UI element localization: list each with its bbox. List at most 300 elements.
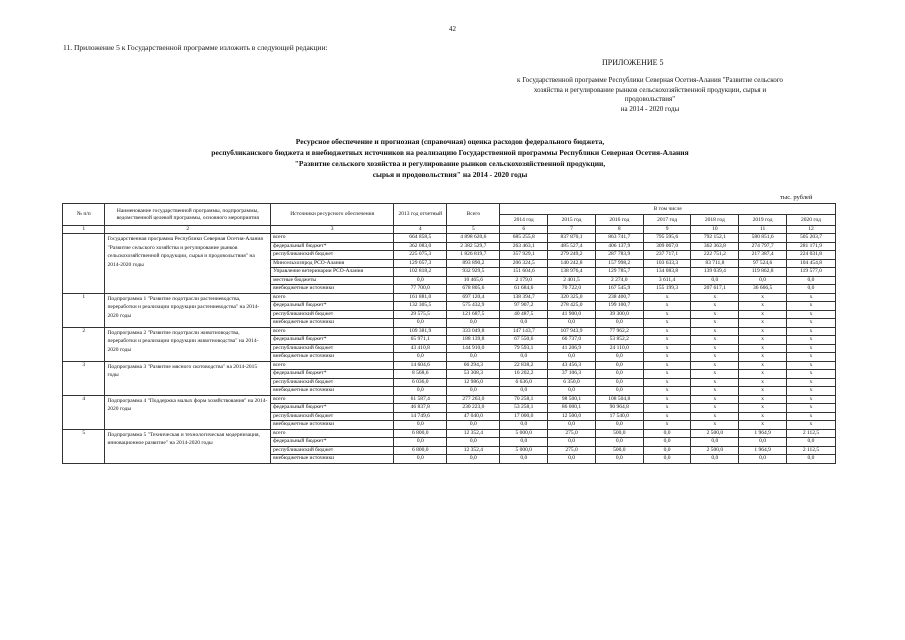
row-number: 5 [63, 429, 105, 463]
column-number: 7 [548, 226, 596, 234]
column-number: 11 [739, 226, 787, 234]
funding-source: внебюджетные источники [271, 319, 394, 328]
value-cell: 0,0 [739, 276, 787, 285]
value-cell: 0,0 [786, 438, 835, 447]
funding-source: федеральный бюджет* [271, 336, 394, 345]
value-cell: x [643, 404, 691, 413]
value-cell: 0,0 [447, 353, 500, 362]
value-cell: x [691, 336, 739, 345]
value-cell: 5 000,0 [500, 446, 548, 455]
value-cell: 43 456,3 [548, 361, 596, 370]
column-number: 10 [691, 226, 739, 234]
title-line: республиканского бюджета и внебюджетных источников на реализацию Государственной программы Республики Северная Осетия-Алания [211, 148, 689, 157]
value-cell: x [786, 395, 835, 404]
funding-source: внебюджетные источники [271, 353, 394, 362]
value-cell: x [739, 319, 787, 328]
value-cell: 0,0 [500, 387, 548, 396]
value-cell: 206 324,5 [500, 259, 548, 268]
value-cell: x [643, 412, 691, 421]
value-cell: 0,0 [595, 319, 643, 328]
value-cell: x [739, 353, 787, 362]
header-2013: 2013 год отчетный [394, 204, 447, 226]
value-cell: x [643, 327, 691, 336]
value-cell: 697 120,4 [447, 293, 500, 302]
value-cell: 0,0 [500, 319, 548, 328]
value-cell: 281 171,9 [786, 242, 835, 251]
value-cell: x [691, 370, 739, 379]
funding-source: внебюджетные источники [271, 421, 394, 430]
value-cell: x [786, 353, 835, 362]
funding-source: республиканский бюджет [271, 251, 394, 260]
value-cell: x [786, 370, 835, 379]
funding-source: внебюджетные источники [271, 387, 394, 396]
page-number: 42 [449, 25, 456, 33]
value-cell: 41 206,9 [548, 344, 596, 353]
value-cell: x [786, 378, 835, 387]
column-number: 8 [595, 226, 643, 234]
value-cell: 53 308,3 [447, 370, 500, 379]
value-cell: 104 454,8 [786, 259, 835, 268]
value-cell: 279 249,2 [548, 251, 596, 260]
value-cell: 678 805,6 [447, 285, 500, 294]
appendix-subtitle-line: к Государственной программе Республики Северная Осетия-Алания "Развитие сельского [517, 76, 783, 84]
value-cell: x [643, 395, 691, 404]
header-name: Наименование государственной программы, подпрограммы, ведомственной целевой программы, основного мероприятия [105, 204, 271, 226]
value-cell: 0,0 [691, 455, 739, 464]
value-cell: 188 139,8 [447, 336, 500, 345]
value-cell: 108 504,8 [595, 395, 643, 404]
value-cell: 837 870,1 [548, 234, 596, 243]
funding-source: республиканский бюджет [271, 378, 394, 387]
value-cell: 77 700,0 [394, 285, 447, 294]
title-line: "Развитие сельского хозяйства и регулирование рынков сельскохозяйственной продукции, [294, 159, 606, 168]
value-cell: 932 929,5 [447, 268, 500, 277]
value-cell: x [786, 319, 835, 328]
value-cell: 309 067,0 [643, 242, 691, 251]
value-cell: x [643, 310, 691, 319]
value-cell: x [691, 293, 739, 302]
funding-source: федеральный бюджет* [271, 404, 394, 413]
appendix-subtitle-line: хозяйства и регулирование рынков сельскохозяйственной продукции, сырья и [533, 85, 767, 94]
value-cell: 0,0 [595, 361, 643, 370]
funding-source: республиканский бюджет [271, 344, 394, 353]
value-cell: 238 400,7 [595, 293, 643, 302]
value-cell: 70 722,0 [548, 285, 596, 294]
funding-source: местные бюджеты [271, 276, 394, 285]
value-cell: x [739, 395, 787, 404]
value-cell: 685 255,8 [500, 234, 548, 243]
value-cell: x [786, 404, 835, 413]
value-cell: x [691, 327, 739, 336]
value-cell: 500,0 [595, 446, 643, 455]
value-cell: 3 611,4 [643, 276, 691, 285]
value-cell: 40 487,5 [500, 310, 548, 319]
header-year: 2014 год [500, 215, 548, 226]
program-name: Подпрограмма 1 "Развитие подотрасли растениеводства, переработки и реализации продукции растениеводства" на 2014-2020 годы [105, 293, 271, 327]
value-cell: 2 179,0 [500, 276, 548, 285]
value-cell: 0,0 [500, 421, 548, 430]
table-row [63, 234, 836, 243]
value-cell: x [691, 412, 739, 421]
value-cell: x [691, 353, 739, 362]
value-cell: 357 929,1 [500, 251, 548, 260]
funding-source: всего [271, 395, 394, 404]
value-cell: 6 800,0 [394, 429, 447, 438]
value-cell: 53 852,2 [595, 336, 643, 345]
header-year: 2019 год [739, 215, 787, 226]
value-cell: 0,0 [548, 319, 596, 328]
value-cell: 0,0 [394, 319, 447, 328]
value-cell: x [691, 404, 739, 413]
value-cell: 500,0 [595, 429, 643, 438]
value-cell: 2 112,5 [786, 446, 835, 455]
value-cell: 0,0 [447, 455, 500, 464]
appendix-subtitle [430, 76, 870, 114]
value-cell: 0,0 [595, 455, 643, 464]
value-cell: x [739, 404, 787, 413]
value-cell: 2 401,5 [548, 276, 596, 285]
value-cell: 0,0 [595, 438, 643, 447]
funding-source: республиканский бюджет [271, 446, 394, 455]
header-total: Всего [447, 204, 500, 226]
value-cell: x [739, 302, 787, 311]
column-number: 9 [643, 226, 691, 234]
value-cell: 157 998,2 [595, 259, 643, 268]
value-cell: 207 617,1 [691, 285, 739, 294]
value-cell: x [691, 344, 739, 353]
funding-source: Управление ветеринарии РСО-Алания [271, 268, 394, 277]
table-row [63, 327, 836, 336]
value-cell: 155 199,3 [643, 285, 691, 294]
column-numbers-row [63, 226, 836, 234]
value-cell: 83 711,8 [691, 259, 739, 268]
value-cell: x [691, 387, 739, 396]
value-cell: 0,0 [394, 276, 447, 285]
value-cell: 263 463,1 [500, 242, 548, 251]
program-name: Подпрограмма 5 "Техническая и технологическая модернизация, инновационное развитие" на 2014-2020 годы [105, 429, 271, 463]
value-cell: x [786, 336, 835, 345]
header-year: 2018 год [691, 215, 739, 226]
column-number: 2 [105, 226, 271, 234]
resource-table [62, 203, 836, 464]
value-cell: 77 962,2 [595, 327, 643, 336]
intro-text: 11. Приложение 5 к Государственной программе изложить в следующей редакции: [63, 43, 328, 52]
value-cell: 43 410,8 [394, 344, 447, 353]
value-cell: 0,0 [447, 438, 500, 447]
value-cell: 22 838,2 [500, 361, 548, 370]
value-cell: 1 964,9 [739, 429, 787, 438]
column-number: 6 [500, 226, 548, 234]
funding-source: федеральный бюджет* [271, 242, 394, 251]
value-cell: 147 143,7 [500, 327, 548, 336]
program-name: Государственная программа Республики Северная Осетия-Алания "Развитие сельского хозяйства и регулирование рынков сельскохозяйственной продукции, сырья и продовольствия" на 2014-2020 годы [105, 234, 271, 294]
value-cell: x [691, 310, 739, 319]
header-year: 2016 год [595, 215, 643, 226]
value-cell: x [643, 336, 691, 345]
value-cell: 53 258,1 [500, 404, 548, 413]
value-cell: 6 800,0 [394, 446, 447, 455]
appendix-heading: ПРИЛОЖЕНИЕ 5 [602, 58, 664, 67]
value-cell: 0,0 [595, 378, 643, 387]
value-cell: x [643, 344, 691, 353]
value-cell: 287 783,9 [595, 251, 643, 260]
value-cell: 12 352,4 [447, 429, 500, 438]
value-cell: 580 851,6 [739, 234, 787, 243]
value-cell: 0,0 [394, 421, 447, 430]
header-num: № п/п [63, 204, 105, 226]
value-cell: 12 500,0 [548, 412, 596, 421]
value-cell: 275,0 [548, 429, 596, 438]
value-cell: x [739, 336, 787, 345]
funding-source: всего [271, 429, 394, 438]
value-cell: 237 717,1 [643, 251, 691, 260]
value-cell: 61 587,4 [394, 395, 447, 404]
value-cell: x [643, 361, 691, 370]
value-cell: 0,0 [643, 429, 691, 438]
value-cell: 0,0 [739, 455, 787, 464]
funding-source: внебюджетные источники [271, 285, 394, 294]
value-cell: 119 862,8 [739, 268, 787, 277]
value-cell: x [739, 361, 787, 370]
funding-source: всего [271, 293, 394, 302]
value-cell: 6 036,0 [394, 378, 447, 387]
column-number: 3 [271, 226, 394, 234]
value-cell: x [643, 387, 691, 396]
column-number: 5 [447, 226, 500, 234]
value-cell: 230 223,0 [447, 404, 500, 413]
value-cell: 10 465,6 [447, 276, 500, 285]
units-label: тыс. рублей [780, 194, 813, 201]
value-cell: x [691, 395, 739, 404]
value-cell: 14 749,6 [394, 412, 447, 421]
value-cell: x [739, 421, 787, 430]
value-cell: 12 986,0 [447, 378, 500, 387]
value-cell: 36 666,5 [739, 285, 787, 294]
value-cell: x [786, 293, 835, 302]
value-cell: 103 633,3 [643, 259, 691, 268]
value-cell: x [786, 344, 835, 353]
funding-source: республиканский бюджет [271, 412, 394, 421]
value-cell: 17 000,0 [500, 412, 548, 421]
value-cell: 121 687,5 [447, 310, 500, 319]
value-cell: 97 524,6 [739, 259, 787, 268]
value-cell: x [739, 327, 787, 336]
value-cell: x [643, 293, 691, 302]
title-line: Ресурсное обеспечение и прогнозная (справочная) оценка расходов федерального бюджета, [295, 137, 605, 146]
value-cell: 129 785,7 [595, 268, 643, 277]
program-name: Подпрограмма 2 "Развитие подотрасли животноводства, переработки и реализации продукции животноводства" на 2014-2020 годы [105, 327, 271, 361]
funding-source: Минсельхозпрод РСО-Алания [271, 259, 394, 268]
value-cell: 107 943,9 [548, 327, 596, 336]
program-name: Подпрограмма 3 "Развитие мясного скотоводства" на 2014-2015 годы [105, 361, 271, 395]
value-cell: 86 000,1 [548, 404, 596, 413]
value-cell: 0,0 [595, 387, 643, 396]
value-cell: x [691, 302, 739, 311]
header-year: 2020 год [786, 215, 835, 226]
value-cell: x [786, 361, 835, 370]
value-cell: 277 263,0 [447, 395, 500, 404]
value-cell: x [691, 361, 739, 370]
value-cell: 2 274,0 [595, 276, 643, 285]
value-cell: 161 881,0 [394, 293, 447, 302]
value-cell: 61 684,6 [500, 285, 548, 294]
value-cell: 97 907,2 [500, 302, 548, 311]
value-cell: x [739, 370, 787, 379]
column-number: 1 [63, 226, 105, 234]
value-cell: 6 350,0 [548, 378, 596, 387]
value-cell: 167 545,9 [595, 285, 643, 294]
value-cell: 0,0 [595, 370, 643, 379]
value-cell: 0,0 [394, 387, 447, 396]
value-cell: 893 890,2 [447, 259, 500, 268]
value-cell: 320 325,0 [548, 293, 596, 302]
value-cell: 67 550,6 [500, 336, 548, 345]
value-cell: x [739, 293, 787, 302]
column-number: 12 [786, 226, 835, 234]
value-cell: 139 039,4 [691, 268, 739, 277]
value-cell: 0,0 [691, 276, 739, 285]
value-cell: 119 577,0 [786, 268, 835, 277]
program-name: Подпрограмма 4 "Поддержка малых форм хозяйствования" на 2014-2020 годы [105, 395, 271, 429]
value-cell: 0,0 [786, 276, 835, 285]
value-cell: 90 964,8 [595, 404, 643, 413]
value-cell: 41 900,0 [548, 310, 596, 319]
value-cell: 0,0 [595, 353, 643, 362]
value-cell: 0,0 [643, 438, 691, 447]
table-row [63, 429, 836, 438]
value-cell: 0,0 [595, 421, 643, 430]
value-cell: 0,0 [548, 455, 596, 464]
value-cell: 29 575,5 [394, 310, 447, 319]
value-cell: 1 826 819,7 [447, 251, 500, 260]
value-cell: 37 106,3 [548, 370, 596, 379]
value-cell: 362 083,0 [394, 242, 447, 251]
value-cell: 0,0 [447, 387, 500, 396]
value-cell: x [739, 344, 787, 353]
value-cell: x [643, 319, 691, 328]
value-cell: 0,0 [394, 438, 447, 447]
header-source: Источники ресурсного обеспечения [271, 204, 394, 226]
value-cell: 0,0 [394, 455, 447, 464]
value-cell: x [786, 310, 835, 319]
row-number: 1 [63, 293, 105, 327]
value-cell: 0,0 [447, 421, 500, 430]
value-cell: 485 527,4 [548, 242, 596, 251]
value-cell: 140 242,8 [548, 259, 596, 268]
value-cell: 2 112,5 [786, 429, 835, 438]
value-cell: 217 387,4 [739, 251, 787, 260]
value-cell: 2 382 529,7 [447, 242, 500, 251]
value-cell: 134 083,8 [643, 268, 691, 277]
value-cell: 109 381,9 [394, 327, 447, 336]
value-cell: 274 797,7 [739, 242, 787, 251]
value-cell: x [643, 370, 691, 379]
funding-source: федеральный бюджет* [271, 370, 394, 379]
value-cell: 0,0 [691, 438, 739, 447]
column-number: 4 [394, 226, 447, 234]
row-number: 2 [63, 327, 105, 361]
table-body [63, 234, 836, 464]
value-cell: x [786, 412, 835, 421]
value-cell: 224 031,8 [786, 251, 835, 260]
value-cell: 0,0 [786, 285, 835, 294]
value-cell: 795 595,6 [643, 234, 691, 243]
value-cell: x [739, 412, 787, 421]
value-cell: 275,0 [548, 446, 596, 455]
value-cell: 863 741,7 [595, 234, 643, 243]
value-cell: 0,0 [739, 438, 787, 447]
value-cell: 792 152,1 [691, 234, 739, 243]
value-cell: 8 568,6 [394, 370, 447, 379]
value-cell: 70 258,1 [500, 395, 548, 404]
row-number [63, 234, 105, 294]
value-cell: 132 305,5 [394, 302, 447, 311]
value-cell: 138 394,7 [500, 293, 548, 302]
value-cell: 0,0 [500, 438, 548, 447]
value-cell: 362 363,8 [691, 242, 739, 251]
value-cell: 1 964,9 [739, 446, 787, 455]
value-cell: 0,0 [548, 353, 596, 362]
value-cell: 66 294,3 [447, 361, 500, 370]
value-cell: 406 137,9 [595, 242, 643, 251]
value-cell: 225 075,3 [394, 251, 447, 260]
value-cell: x [786, 302, 835, 311]
table-row [63, 361, 836, 370]
title-line: сырья и продовольствия" на 2014 - 2020 годы [372, 170, 528, 179]
value-cell: 144 910,0 [447, 344, 500, 353]
value-cell: x [643, 353, 691, 362]
value-cell: x [739, 378, 787, 387]
value-cell: 46 837,8 [394, 404, 447, 413]
value-cell: x [691, 319, 739, 328]
funding-source: всего [271, 234, 394, 243]
value-cell: 333 049,8 [447, 327, 500, 336]
value-cell: 6 636,0 [500, 378, 548, 387]
value-cell: x [643, 421, 691, 430]
value-cell: 0,0 [643, 446, 691, 455]
header-year: 2015 год [548, 215, 596, 226]
row-number: 3 [63, 361, 105, 395]
value-cell: 575 432,9 [447, 302, 500, 311]
value-cell: 65 971,1 [394, 336, 447, 345]
value-cell: 24 110,0 [595, 344, 643, 353]
header-year: 2017 год [643, 215, 691, 226]
funding-source: всего [271, 361, 394, 370]
value-cell: 2 500,0 [691, 446, 739, 455]
value-cell: 0,0 [447, 319, 500, 328]
value-cell: 138 976,4 [548, 268, 596, 277]
value-cell: 14 604,6 [394, 361, 447, 370]
value-cell: x [786, 421, 835, 430]
value-cell: x [786, 387, 835, 396]
value-cell: 79 593,1 [500, 344, 548, 353]
value-cell: 0,0 [548, 421, 596, 430]
value-cell: 98 500,1 [548, 395, 596, 404]
value-cell: 102 818,2 [394, 268, 447, 277]
value-cell: 278 425,0 [548, 302, 596, 311]
row-number: 4 [63, 395, 105, 429]
value-cell: 2 500,0 [691, 429, 739, 438]
value-cell: 129 057,3 [394, 259, 447, 268]
funding-source: внебюджетные источники [271, 455, 394, 464]
funding-source: федеральный бюджет* [271, 302, 394, 311]
value-cell: 0,0 [786, 455, 835, 464]
value-cell: x [643, 378, 691, 387]
table-row [63, 293, 836, 302]
value-cell: 199 100,7 [595, 302, 643, 311]
funding-source: республиканский бюджет [271, 310, 394, 319]
value-cell: 47 040,0 [447, 412, 500, 421]
